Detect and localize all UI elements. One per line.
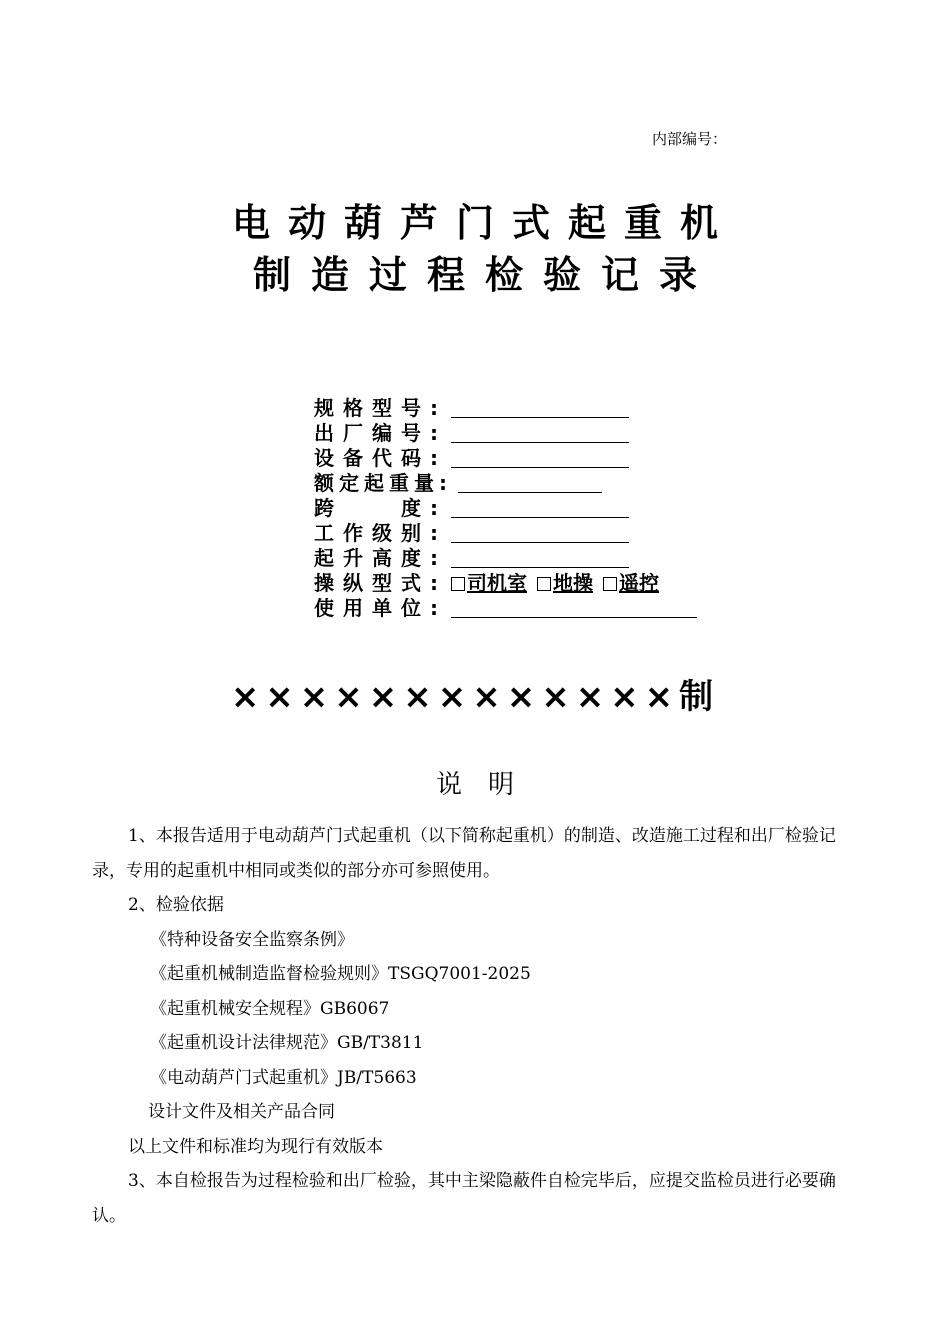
field-equipment-code <box>314 446 697 471</box>
equipment-code-input-line[interactable] <box>451 447 629 468</box>
span-input-line[interactable] <box>451 497 629 518</box>
field-lift-height <box>314 546 697 571</box>
checkbox-icon[interactable] <box>451 577 465 591</box>
field-label: 额定起重量: <box>314 471 452 495</box>
operation-type-options <box>451 571 659 596</box>
option-ground[interactable] <box>537 571 593 595</box>
paragraph-1: 1、本报告适用于电动葫芦门式起重机（以下简称起重机）的制造、改造施工过程和出厂检验记录，专用的起重机中相同或类似的部分亦可参照使用。 <box>92 826 836 881</box>
checkbox-icon[interactable] <box>537 577 551 591</box>
explanation-body <box>92 819 860 1233</box>
option-label: 遥控 <box>619 571 659 595</box>
field-label: 跨 度: <box>314 496 447 520</box>
field-label: 操纵型式: <box>314 571 447 595</box>
work-class-input-line[interactable] <box>451 522 629 543</box>
document-title-line1: 电动葫芦门式起重机 <box>231 201 736 245</box>
field-label: 起升高度: <box>314 546 447 570</box>
user-unit-input-line[interactable] <box>451 597 697 618</box>
paragraph-2: 2、检验依据 <box>128 895 224 915</box>
option-label: 地操 <box>553 571 593 595</box>
field-label: 出厂编号: <box>314 421 447 445</box>
field-user-unit <box>314 596 697 621</box>
paragraph-3: 3、本自检报告为过程检验和出厂检验，其中主梁隐蔽件自检完毕后，应提交监检员进行必要确认。 <box>92 1171 836 1226</box>
rated-load-input-line[interactable] <box>458 472 602 493</box>
document-title-line2: 制造过程检验记录 <box>252 253 717 297</box>
option-cab[interactable] <box>451 571 527 595</box>
field-operation-type <box>314 571 697 596</box>
field-label: 设备代码: <box>314 446 447 470</box>
equipment-info-fields <box>314 396 697 621</box>
field-label: 工作级别: <box>314 521 447 545</box>
checkbox-icon[interactable] <box>603 577 617 591</box>
design-documents-line: 设计文件及相关产品合同 <box>148 1102 335 1122</box>
reference-5: 《电动葫芦门式起重机》JB/T5663 <box>150 1067 417 1088</box>
field-rated-load <box>314 471 697 496</box>
reference-1: 《特种设备安全监察条例》 <box>150 929 354 950</box>
field-span <box>314 496 697 521</box>
field-label: 规格型号: <box>314 396 447 420</box>
option-remote[interactable] <box>603 571 659 595</box>
spec-model-input-line[interactable] <box>451 397 629 418</box>
internal-number-label: 内部编号： <box>652 130 728 148</box>
section-title-explanation: 说明 <box>435 770 540 800</box>
field-work-class <box>314 521 697 546</box>
reference-3: 《起重机械安全规程》GB6067 <box>150 998 390 1019</box>
field-spec-model <box>314 396 697 421</box>
option-label: 司机室 <box>467 571 527 595</box>
field-factory-number <box>314 421 697 446</box>
reference-4: 《起重机设计法律规范》GB/T3811 <box>150 1033 424 1053</box>
lift-height-input-line[interactable] <box>451 547 629 568</box>
field-label: 使用单位: <box>314 596 447 620</box>
factory-number-input-line[interactable] <box>451 422 629 443</box>
manufacturer-line: ×××××××××××××制 <box>230 677 720 717</box>
valid-version-note: 以上文件和标准均为现行有效版本 <box>128 1136 383 1157</box>
reference-2: 《起重机械制造监督检验规则》TSGQ7001-2025 <box>150 964 531 984</box>
